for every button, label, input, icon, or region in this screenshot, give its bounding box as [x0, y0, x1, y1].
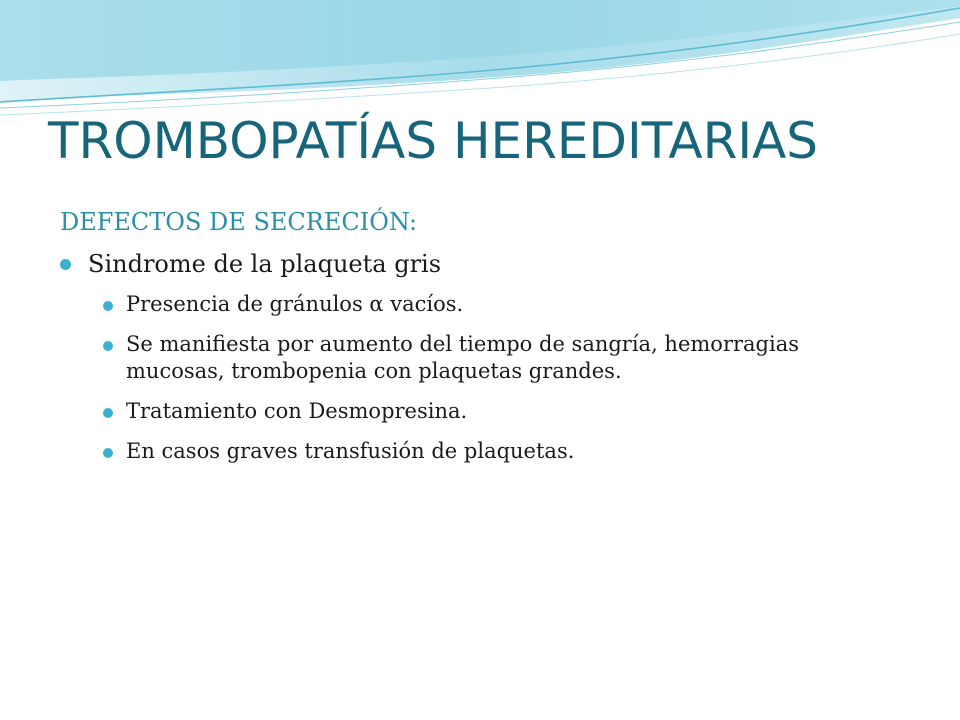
decorative-wave — [0, 0, 960, 130]
sub-bullet-text: Tratamiento con Desmopresina. — [126, 398, 468, 423]
sub-bullet-item — [60, 438, 900, 466]
sub-bullet-item — [60, 291, 900, 319]
sub-bullet-item — [60, 331, 900, 386]
sub-bullet-text: Se manifiesta por aumento del tiempo de sangría, hemorragias mucosas, trombopenia con plaquetas grandes. — [126, 331, 799, 384]
bullet-icon — [60, 259, 71, 270]
bullet-icon — [103, 341, 113, 351]
sub-bullet-text: En casos graves transfusión de plaquetas. — [126, 438, 575, 463]
slide-title: TROMBOPATÍAS HEREDITARIAS — [48, 112, 819, 170]
bullet-icon — [103, 448, 113, 458]
bullet-item — [60, 248, 900, 280]
bullet-icon — [103, 301, 113, 311]
slide-content — [60, 206, 900, 477]
section-heading: DEFECTOS DE SECRECIÓN: — [60, 208, 418, 236]
bullet-text: Sindrome de la plaqueta gris — [88, 250, 442, 279]
sub-bullet-text: Presencia de gránulos α vacíos. — [126, 291, 464, 316]
sub-bullet-item — [60, 398, 900, 426]
bullet-icon — [103, 408, 113, 418]
